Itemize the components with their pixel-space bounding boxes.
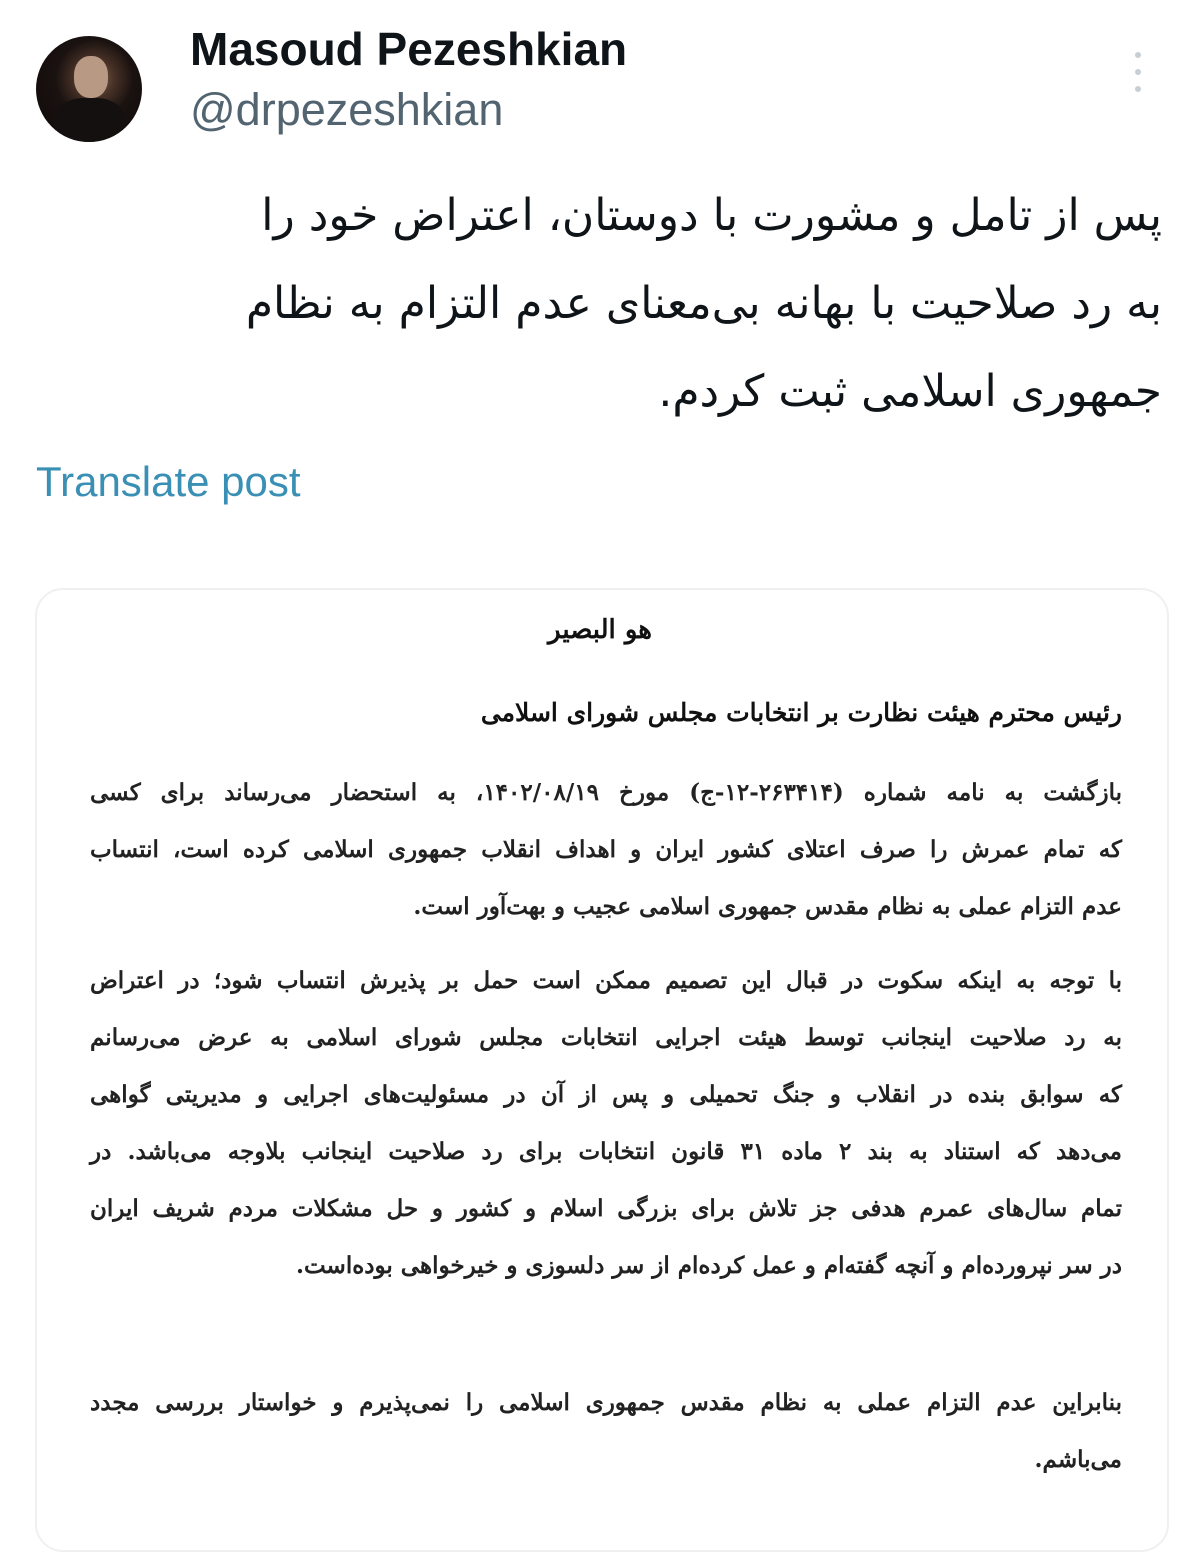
translate-post-link[interactable]: Translate post (36, 458, 301, 505)
letter-line: عدم التزام عملی به نظام مقدس جمهوری اسلامی عجیب و بهت‌آور است. (413, 893, 1122, 920)
letter-title: هو البصیر (548, 615, 652, 645)
letter-line: با توجه به اینکه سکوت در قبال این تصمیم ممکن است حمل بر پذیرش انتساب شود؛ در اعتراض (90, 967, 1122, 994)
author-handle[interactable]: @drpezeshkian (190, 84, 504, 135)
letter-paragraph-2 (90, 952, 1122, 1294)
tweet-line: پس از تامل و مشورت با دوستان، اعتراض خود را (261, 190, 1162, 241)
tweet-line: به رد صلاحیت با بهانه بی‌معنای عدم التزام به نظام (245, 278, 1162, 329)
letter-line: به رد صلاحیت اینجانب توسط هیئت اجرایی انتخابات مجلس شورای اسلامی به عرض می‌رسانم (90, 1024, 1122, 1051)
letter-line: که سوابق بنده در انقلاب و جنگ تحمیلی و پس از آن در مسئولیت‌های اجرایی و مدیریتی گواهی (90, 1081, 1122, 1108)
tweet-text (62, 172, 1162, 436)
more-options-icon[interactable] (1128, 52, 1148, 92)
letter-addressee: رئیس محترم هیئت نظارت بر انتخابات مجلس شورای اسلامی (480, 698, 1122, 727)
author-name[interactable]: Masoud Pezeshkian (190, 23, 628, 75)
tweet-line: جمهوری اسلامی ثبت کردم. (658, 366, 1162, 417)
letter-line: تمام سال‌های عمرم هدفی جز تلاش برای بزرگی اسلام و کشور و حل مشکلات مردم شریف ایران (90, 1195, 1122, 1222)
letter-line: می‌دهد که استناد به بند ۲ ماده ۳۱ قانون انتخابات برای رد صلاحیت اینجانب بلاوجه می‌باشد. در (90, 1138, 1122, 1165)
letter-line: بنابراین عدم التزام عملی به نظام مقدس جمهوری اسلامی را نمی‌پذیرم و خواستار بررسی مجدد (90, 1389, 1122, 1416)
avatar-body (54, 98, 126, 142)
letter-line: بازگشت به نامه شماره (۲۶۳۴۱۴-۱۲-ج) مورخ ۱۴۰۲/۰۸/۱۹، به استحضار می‌رساند برای کسی (90, 779, 1122, 806)
letter-line: که تمام عمرش را صرف اعتلای کشور ایران و اهداف انقلاب جمهوری اسلامی کرده است، انتساب (90, 836, 1122, 863)
avatar-face (74, 56, 108, 98)
letter-paragraph-3 (90, 1374, 1122, 1488)
letter-line: در سر نپرورده‌ام و آنچه گفته‌ام و عمل کرده‌ام از سر دلسوزی و خیرخواهی بوده‌است. (295, 1252, 1122, 1279)
avatar[interactable] (36, 36, 142, 142)
letter-line: می‌باشم. (1034, 1446, 1122, 1473)
letter-paragraph-1 (90, 764, 1122, 935)
